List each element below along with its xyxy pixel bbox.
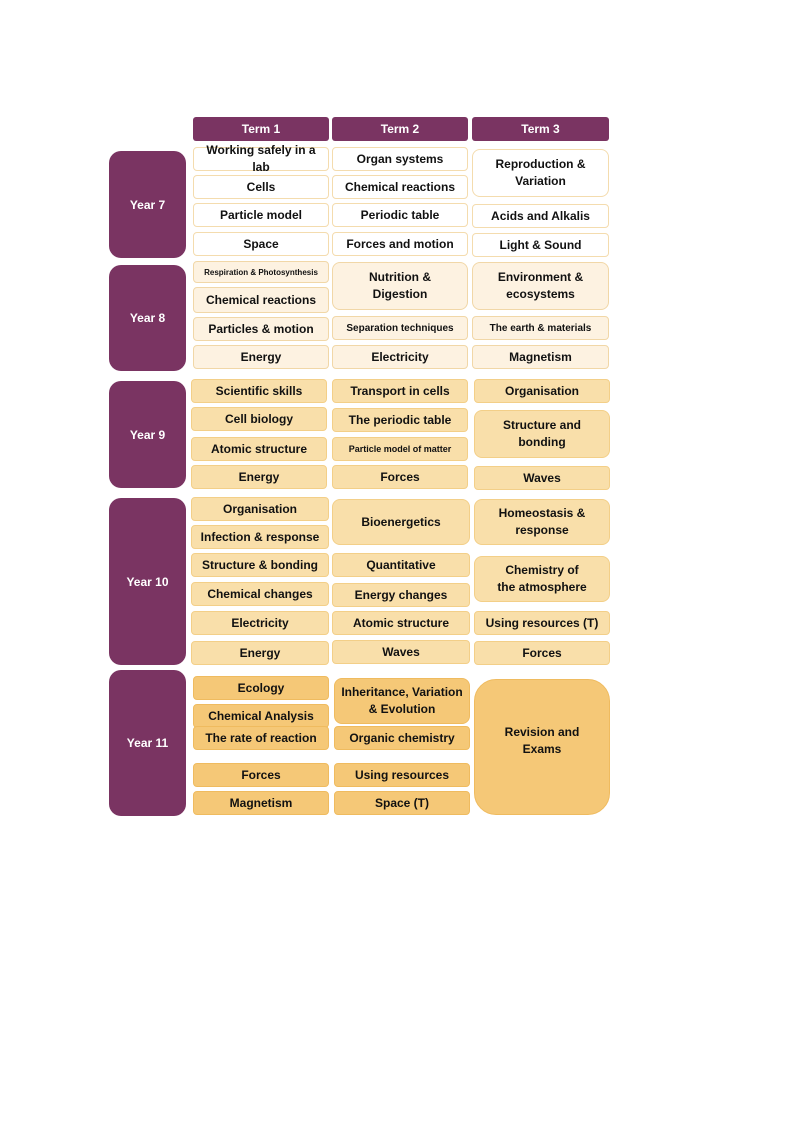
y9-t3-topic: Waves (474, 466, 610, 490)
y9-t3-topic: Organisation (474, 379, 610, 403)
y11-t1-topic: Ecology (193, 676, 329, 700)
y7-t3-topic: Acids and Alkalis (472, 204, 609, 228)
y10-t2-topic: Waves (332, 640, 470, 664)
y9-t1-topic: Cell biology (191, 407, 327, 431)
y8-t3-topic: The earth & materials (472, 316, 609, 340)
term-3-header: Term 3 (472, 117, 609, 141)
year-8-label: Year 8 (109, 265, 186, 371)
y11-t2-topic: Organic chemistry (334, 726, 470, 750)
y8-t2-topic: Nutrition & Digestion (332, 262, 468, 310)
y10-t3-topic: Using resources (T) (474, 611, 610, 635)
y9-t2-topic: Particle model of matter (332, 437, 468, 461)
y8-t3-topic: Environment & ecosystems (472, 262, 609, 310)
y11-t1-topic: Forces (193, 763, 329, 787)
y10-t1-topic: Infection & response (191, 525, 329, 549)
year-10-label: Year 10 (109, 498, 186, 665)
y9-t1-topic: Energy (191, 465, 327, 489)
y10-t2-topic: Quantitative (332, 553, 470, 577)
y10-t1-topic: Chemical changes (191, 582, 329, 606)
y9-t2-topic: Transport in cells (332, 379, 468, 403)
y11-t1-topic: Chemical Analysis (193, 704, 329, 728)
y7-t1-topic: Particle model (193, 203, 329, 227)
y7-t2-topic: Chemical reactions (332, 175, 468, 199)
y8-t1-topic: Respiration & Photosynthesis (193, 261, 329, 283)
y9-t2-topic: The periodic table (332, 408, 468, 432)
y9-t1-topic: Scientific skills (191, 379, 327, 403)
y7-t1-topic: Space (193, 232, 329, 256)
y10-t2-topic: Energy changes (332, 583, 470, 607)
y11-t2-topic: Using resources (334, 763, 470, 787)
y11-t1-topic: Magnetism (193, 791, 329, 815)
year-11-label: Year 11 (109, 670, 186, 816)
y8-t2-topic: Electricity (332, 345, 468, 369)
y7-t1-topic: Cells (193, 175, 329, 199)
y10-t1-topic: Electricity (191, 611, 329, 635)
y7-t2-topic: Forces and motion (332, 232, 468, 256)
y10-t2-topic: Atomic structure (332, 611, 470, 635)
term-2-header: Term 2 (332, 117, 468, 141)
y9-t2-topic: Forces (332, 465, 468, 489)
y9-t1-topic: Atomic structure (191, 437, 327, 461)
y10-t2-topic: Bioenergetics (332, 499, 470, 545)
y8-t3-topic: Magnetism (472, 345, 609, 369)
y7-t2-topic: Periodic table (332, 203, 468, 227)
y11-t2-topic: Space (T) (334, 791, 470, 815)
term-1-header: Term 1 (193, 117, 329, 141)
year-7-label: Year 7 (109, 151, 186, 258)
y7-t3-topic: Light & Sound (472, 233, 609, 257)
y10-t3-topic: Forces (474, 641, 610, 665)
y8-t2-topic: Separation techniques (332, 316, 468, 340)
y10-t3-topic: Homeostasis & response (474, 499, 610, 545)
y10-t3-topic: Chemistry of the atmosphere (474, 556, 610, 602)
y7-t3-topic: Reproduction & Variation (472, 149, 609, 197)
y8-t1-topic: Particles & motion (193, 317, 329, 341)
y11-t2-topic: Inheritance, Variation & Evolution (334, 678, 470, 724)
y11-t1-topic: The rate of reaction (193, 726, 329, 750)
y7-t2-topic: Organ systems (332, 147, 468, 171)
y11-t3-topic: Revision and Exams (474, 679, 610, 815)
year-9-label: Year 9 (109, 381, 186, 488)
y10-t1-topic: Structure & bonding (191, 553, 329, 577)
y10-t1-topic: Energy (191, 641, 329, 665)
y7-t1-topic: Working safely in a lab (193, 147, 329, 171)
y8-t1-topic: Chemical reactions (193, 287, 329, 313)
y8-t1-topic: Energy (193, 345, 329, 369)
y10-t1-topic: Organisation (191, 497, 329, 521)
y9-t3-topic: Structure and bonding (474, 410, 610, 458)
